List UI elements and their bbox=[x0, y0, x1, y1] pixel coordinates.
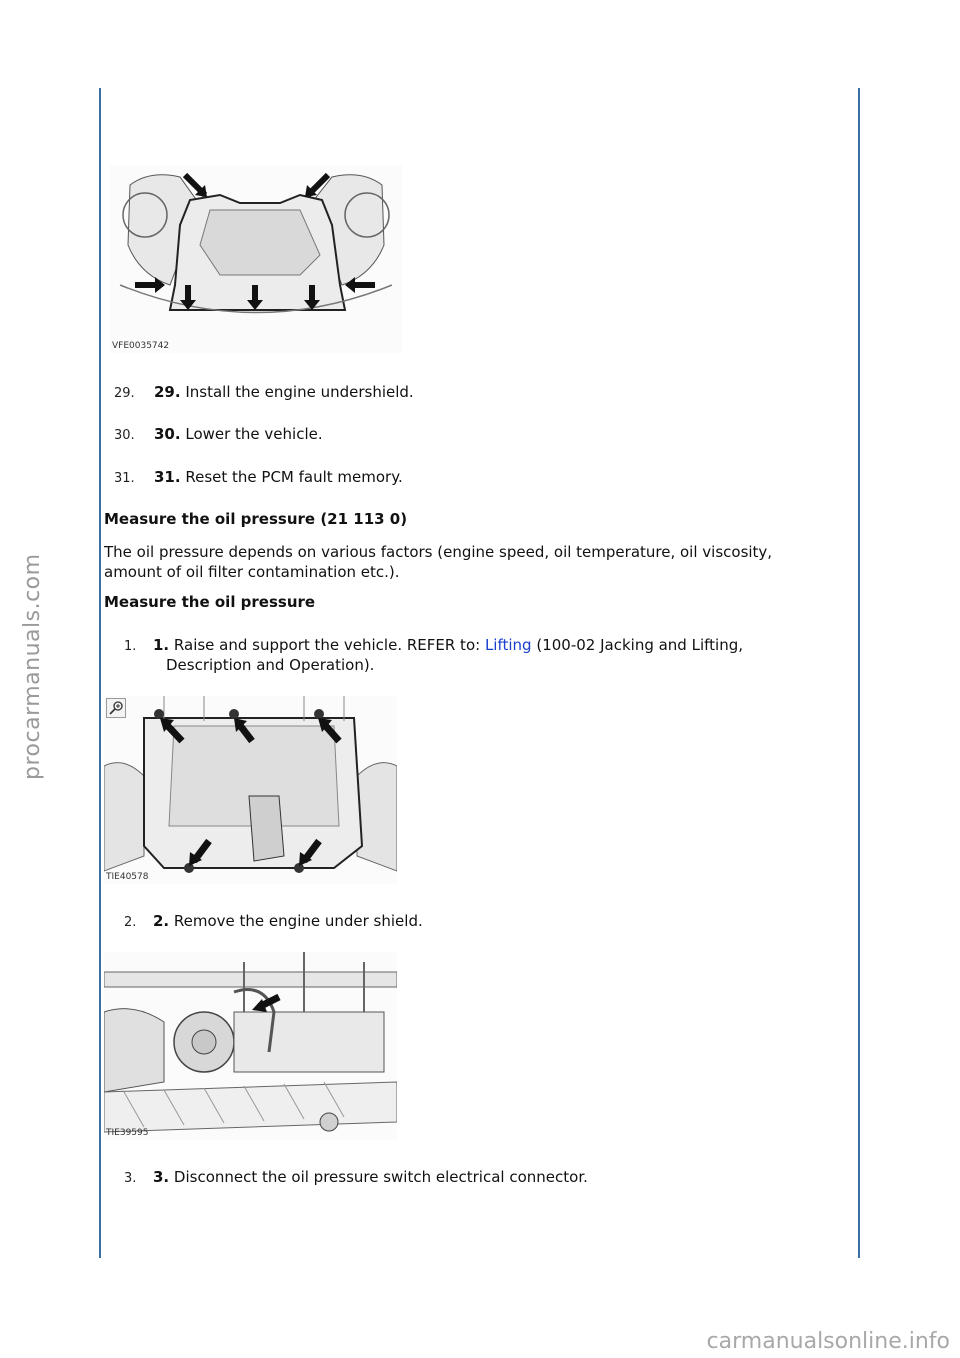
intro-paragraph: The oil pressure depends on various factors (engine speed, oil temperature, oil viscosity, amount of oil filter contamination etc.). bbox=[104, 543, 773, 581]
step-number: 29. bbox=[114, 386, 135, 401]
section-heading: Measure the oil pressure (21 113 0) bbox=[104, 510, 408, 528]
step-label: 29. bbox=[154, 383, 181, 401]
figure-undershield-remove bbox=[104, 696, 397, 884]
figure-code: TIE40578 bbox=[106, 872, 149, 882]
step-text: Install the engine undershield. bbox=[180, 383, 414, 401]
figure-code: VFE0035742 bbox=[112, 341, 170, 351]
step-number: 3. bbox=[124, 1171, 137, 1186]
undershield-illustration bbox=[110, 165, 402, 353]
figure-code: TIE39595 bbox=[106, 1128, 149, 1138]
step-number: 2. bbox=[124, 915, 137, 930]
step-label: 31. bbox=[154, 468, 181, 486]
step-text: Reset the PCM fault memory. bbox=[180, 468, 403, 486]
step-label: 30. bbox=[154, 425, 181, 443]
step-label: 1. bbox=[153, 636, 170, 654]
step-text-line2: Description and Operation). bbox=[166, 656, 375, 674]
side-watermark: procarmanuals.com bbox=[20, 553, 45, 780]
step-number: 1. bbox=[124, 639, 137, 654]
right-margin-rule bbox=[858, 88, 860, 1258]
step-text: Disconnect the oil pressure switch electrical connector. bbox=[169, 1168, 588, 1186]
step-text-cont: (100-02 Jacking and Lifting, bbox=[531, 636, 743, 654]
left-margin-rule bbox=[99, 88, 101, 1258]
subsection-heading: Measure the oil pressure bbox=[104, 593, 316, 611]
oil-pressure-switch-illustration bbox=[104, 952, 397, 1140]
step-label: 3. bbox=[153, 1168, 170, 1186]
step-number: 31. bbox=[114, 471, 135, 486]
step-text: Remove the engine under shield. bbox=[169, 912, 423, 930]
undershield-bolts-illustration bbox=[104, 696, 397, 884]
bottom-watermark: carmanualsonline.info bbox=[706, 1329, 950, 1354]
figure-oil-pressure-switch bbox=[104, 952, 397, 1140]
step-number: 30. bbox=[114, 428, 135, 443]
figure-undershield-install bbox=[110, 165, 402, 353]
step-text: Raise and support the vehicle. REFER to: bbox=[169, 636, 485, 654]
step-text: Lower the vehicle. bbox=[180, 425, 323, 443]
step-label: 2. bbox=[153, 912, 170, 930]
lifting-link[interactable]: Lifting bbox=[484, 636, 532, 654]
magnify-icon[interactable] bbox=[106, 698, 126, 718]
